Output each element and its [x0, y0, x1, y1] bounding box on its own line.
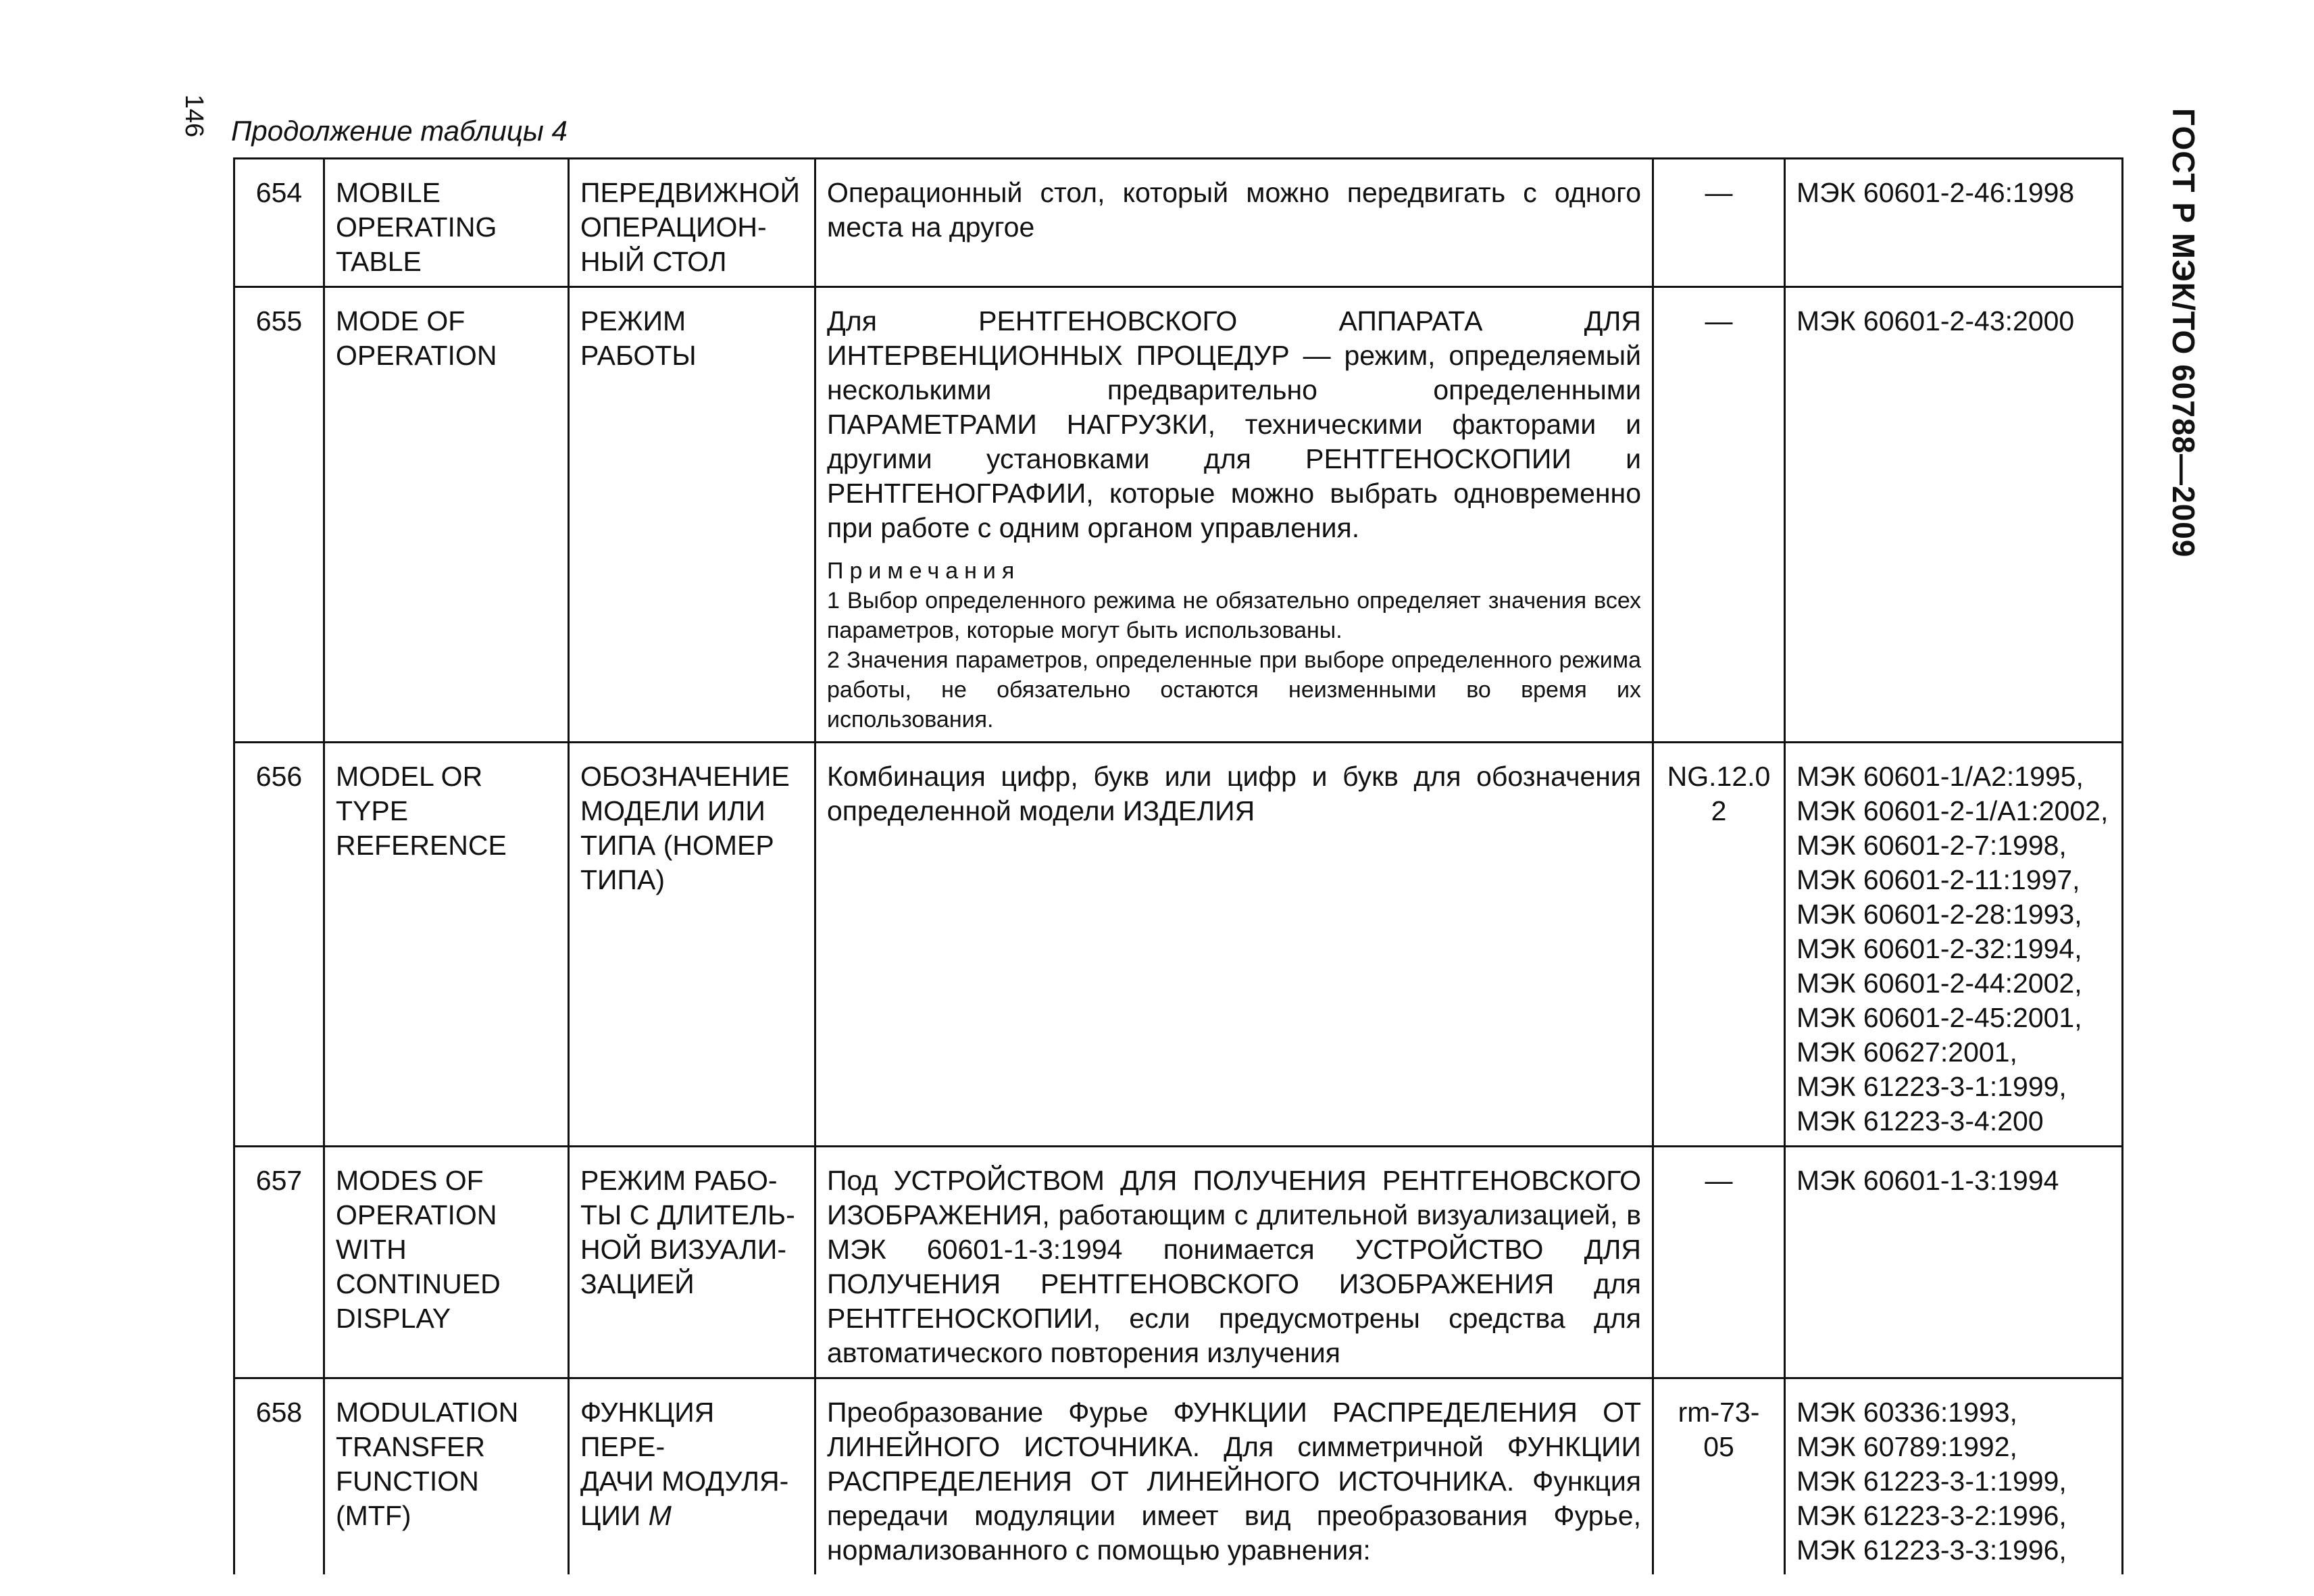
term-english-line: TABLE: [336, 246, 422, 277]
term-english: [324, 159, 569, 287]
standard-reference: МЭК 60601-2-32:1994,: [1796, 933, 2082, 964]
term-english-line: MODES OF: [336, 1165, 484, 1196]
notes-heading: Примечания: [827, 558, 1021, 584]
term-definition: Преобразование Фурье ФУНКЦИИ РАСПРЕДЕЛЕНИЯ ОТ ЛИНЕЙНОГО ИСТОЧНИКА. Для симметричной ФУНКЦИИ РАСПРЕДЕЛЕНИЯ ОТ ЛИНЕЙНОГО ИСТОЧНИКА. Функция передачи модуляции имеет вид преобразования Фурье, нормализованного с помощью уравнения:: [815, 1378, 1653, 1575]
standard-reference: МЭК 61223-3-1:1999,: [1796, 1466, 2067, 1497]
standard-reference: МЭК 60336:1993,: [1796, 1397, 2017, 1428]
term-source-code: NG.12.02: [1653, 743, 1785, 1147]
standard-reference: МЭК 60601-1/А2:1995,: [1796, 761, 2084, 792]
term-english-line: CONTINUED: [336, 1268, 501, 1299]
note-item: 1 Выбор определенного режима не обязательно определяет значения всех параметров, которые могут быть использованы.: [827, 588, 1641, 643]
term-english-line: DISPLAY: [336, 1303, 451, 1334]
standard-reference: МЭК 60789:1992,: [1796, 1431, 2017, 1462]
term-russian: [569, 1378, 815, 1575]
term-russian: [569, 159, 815, 287]
term-russian-line: РАБОТЫ: [580, 340, 697, 371]
term-number: 655: [234, 287, 324, 743]
term-english-line: OPERATION: [336, 340, 497, 371]
table-row: [234, 287, 2123, 743]
term-english-line: MODULATION: [336, 1397, 519, 1428]
term-definition: Под УСТРОЙСТВОМ ДЛЯ ПОЛУЧЕНИЯ РЕНТГЕНОВСКОГО ИЗОБРАЖЕНИЯ, работающим с длительной визуализацией, в МЭК 60601-1-3:1994 понимается УСТРОЙСТВО ДЛЯ ПОЛУЧЕНИЯ РЕНТГЕНОВСКОГО ИЗОБРАЖЕНИЯ для РЕНТГЕНОСКОПИИ, если предусмотрены средства для автоматического повторения излучения: [815, 1147, 1653, 1378]
term-english-line: TRANSFER: [336, 1431, 485, 1462]
term-source-code: —: [1653, 159, 1785, 287]
term-standards: [1785, 159, 2123, 287]
term-russian-line: ЗАЦИЕЙ: [580, 1268, 695, 1299]
definition-text: Для РЕНТГЕНОВСКОГО АППАРАТА ДЛЯ ИНТЕРВЕНЦИОННЫХ ПРОЦЕДУР — режим, определяемый несколькими предварительно определенными ПАРАМЕТРАМИ НАГРУЗКИ, техническими факторами и другими установками для РЕНТГЕНОСКОПИИ и РЕНТГЕНОГРАФИИ, которые можно выбрать одновременно при работе с одним органом управления.: [827, 305, 1641, 543]
term-english: [324, 743, 569, 1147]
terms-table: [233, 157, 2123, 1574]
table-row: [234, 159, 2123, 287]
term-english-line: FUNCTION (MTF): [336, 1466, 479, 1531]
standard-reference: МЭК 61223-3-4:200: [1796, 1105, 2044, 1137]
term-russian-line: РЕЖИМ: [580, 305, 686, 336]
mtf-symbol: M: [648, 1500, 672, 1531]
term-russian: [569, 743, 815, 1147]
term-number: 656: [234, 743, 324, 1147]
note-item: 2 Значения параметров, определенные при выборе определенного режима работы, не обязательно остаются неизменными во время их использования.: [827, 647, 1641, 732]
term-english-line: MODEL OR TYPE: [336, 761, 483, 826]
standard-reference: МЭК 61223-3-1:1999,: [1796, 1071, 2067, 1102]
term-definition: [815, 287, 1653, 743]
term-russian-line: ФУНКЦИЯ ПЕРЕ-: [580, 1397, 715, 1462]
standard-reference: МЭК 60601-2-43:2000: [1796, 305, 2075, 336]
term-number: 658: [234, 1378, 324, 1575]
term-russian-line: ДАЧИ МОДУЛЯ-: [580, 1466, 789, 1497]
term-english-line: MOBILE: [336, 177, 441, 208]
term-russian-line: ТИПА): [580, 864, 665, 895]
table-row: [234, 1147, 2123, 1378]
term-russian-line: ТИПА (НОМЕР: [580, 830, 774, 861]
standard-reference: МЭК 60601-2-44:2002,: [1796, 968, 2082, 999]
page-number: 146: [180, 94, 209, 138]
term-english-line: OPERATING: [336, 211, 497, 243]
standard-reference: МЭК 60601-2-46:1998: [1796, 177, 2075, 208]
term-standards: [1785, 1378, 2123, 1575]
term-english-line: REFERENCE: [336, 830, 507, 861]
term-standards: [1785, 287, 2123, 743]
term-russian-line: ПЕРЕДВИЖНОЙ: [580, 177, 800, 208]
standard-reference: МЭК 61223-3-3:1996,: [1796, 1535, 2067, 1566]
term-russian: [569, 1147, 815, 1378]
term-source-code: rm-73-05: [1653, 1378, 1785, 1575]
term-source-code: —: [1653, 287, 1785, 743]
term-russian-line: [580, 1499, 803, 1533]
term-number: 654: [234, 159, 324, 287]
term-definition: Операционный стол, который можно передвигать с одного места на другое: [815, 159, 1653, 287]
term-english: [324, 1378, 569, 1575]
table-continuation-caption: Продолжение таблицы 4: [231, 115, 568, 147]
document-title: ГОСТ Р МЭК/ТО 60788—2009: [2166, 108, 2201, 558]
term-russian-line: МОДЕЛИ ИЛИ: [580, 795, 765, 826]
term-number: 657: [234, 1147, 324, 1378]
standard-reference: МЭК 60601-1-3:1994: [1796, 1165, 2059, 1196]
term-source-code: —: [1653, 1147, 1785, 1378]
term-russian-line: НЫЙ СТОЛ: [580, 246, 727, 277]
standard-reference: МЭК 60601-2-7:1998,: [1796, 830, 2067, 861]
term-english-line: MODE OF: [336, 305, 466, 336]
standard-reference: МЭК 60601-2-11:1997,: [1796, 864, 2080, 895]
standard-reference: МЭК 60601-2-1/А1:2002,: [1796, 795, 2109, 826]
term-standards: [1785, 1147, 2123, 1378]
term-english: [324, 1147, 569, 1378]
table-row: [234, 743, 2123, 1147]
term-russian-line: РЕЖИМ РАБО-: [580, 1165, 778, 1196]
table-row: [234, 1378, 2123, 1575]
term-russian-line: НОЙ ВИЗУАЛИ-: [580, 1234, 787, 1265]
standard-reference: МЭК 61223-3-2:1996,: [1796, 1500, 2067, 1531]
term-russian-line: ОПЕРАЦИОН-: [580, 211, 767, 243]
term-russian-fragment: ЦИИ: [580, 1500, 641, 1531]
term-definition: Комбинация цифр, букв или цифр и букв для обозначения определенной модели ИЗДЕЛИЯ: [815, 743, 1653, 1147]
term-russian-line: ОБОЗНАЧЕНИЕ: [580, 761, 790, 792]
term-russian-line: ТЫ С ДЛИТЕЛЬ-: [580, 1199, 795, 1230]
standard-reference: МЭК 60627:2001,: [1796, 1037, 2017, 1068]
standard-reference: МЭК 60601-2-45:2001,: [1796, 1002, 2082, 1033]
term-english-line: OPERATION WITH: [336, 1199, 497, 1265]
standard-reference: МЭК 60601-2-28:1993,: [1796, 899, 2082, 930]
term-english: [324, 287, 569, 743]
term-standards: [1785, 743, 2123, 1147]
term-russian: [569, 287, 815, 743]
